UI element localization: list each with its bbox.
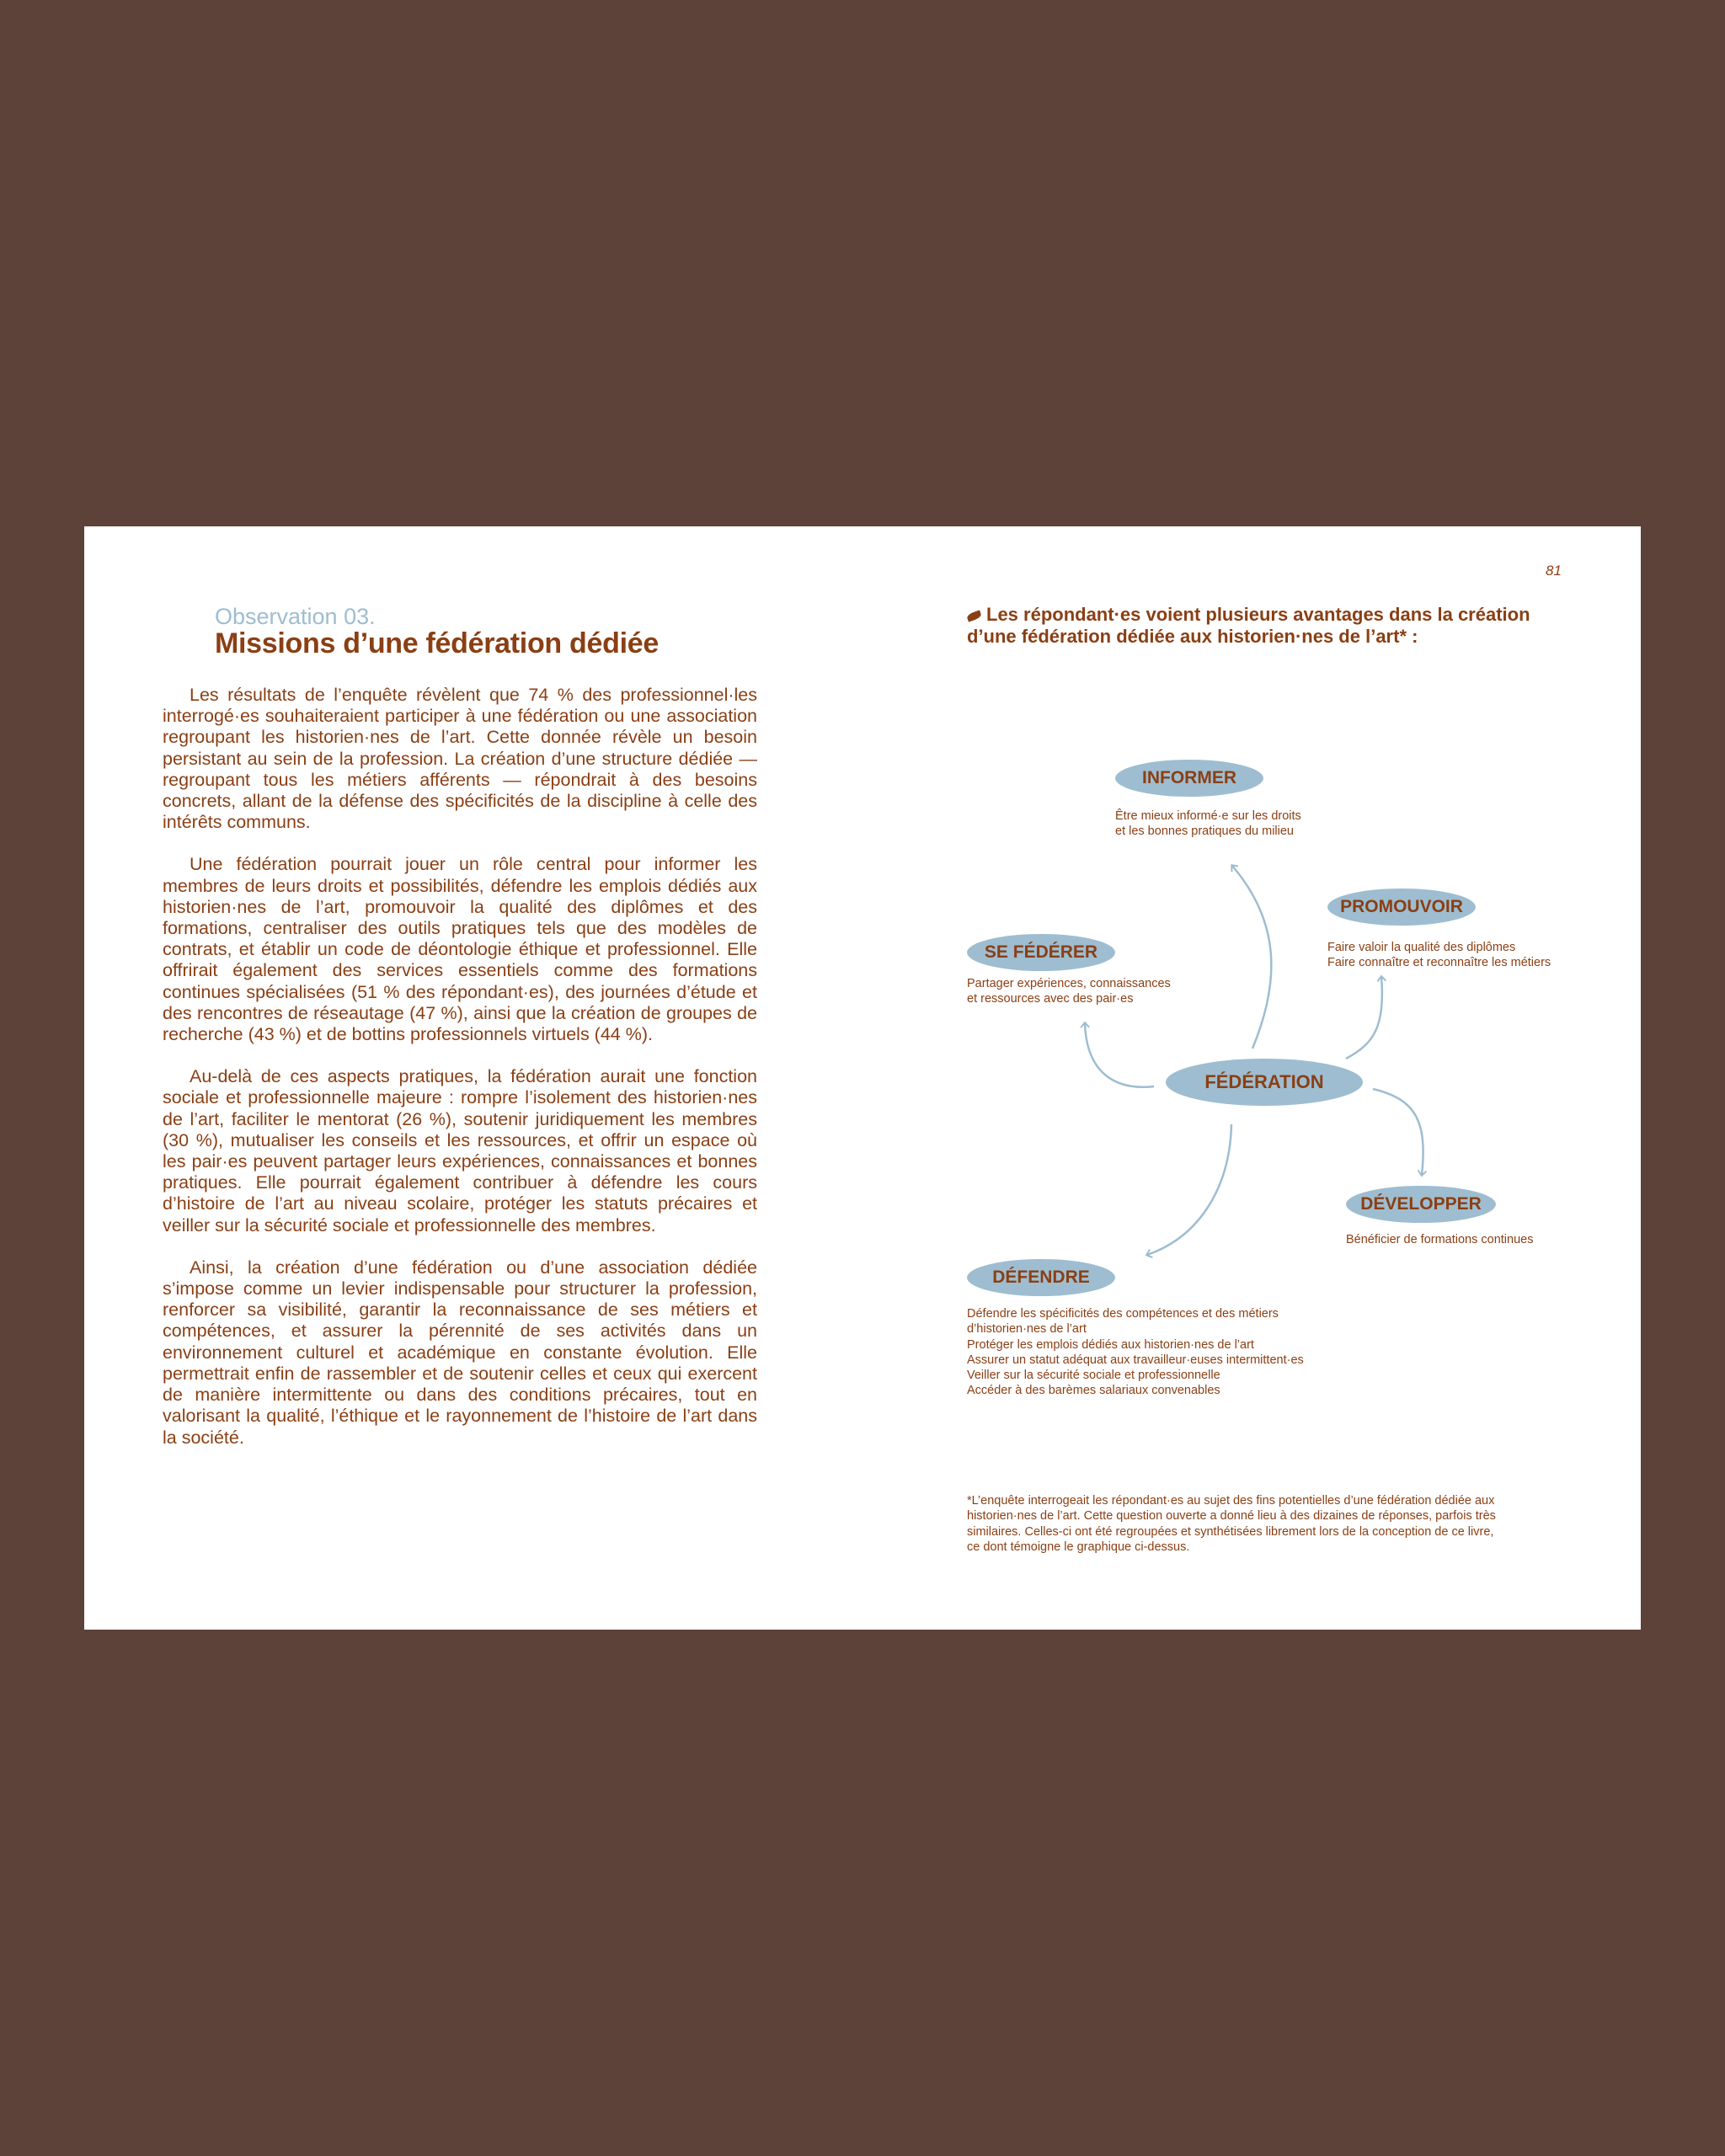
desc-line: Bénéficier de formations continues	[1346, 1233, 1534, 1246]
desc-line: Assurer un statut adéquat aux travailleur·euses intermittent·es	[967, 1353, 1304, 1367]
footnote	[967, 1493, 1548, 1555]
book-spread	[84, 526, 1641, 1630]
desc-line: d’historien·nes de l’art	[967, 1322, 1087, 1337]
observation-label: Observation 03.	[215, 604, 376, 629]
pill-se-federer: SE FÉDÉRER	[967, 934, 1115, 971]
arrow-to-developper	[1373, 1089, 1423, 1175]
pill-promouvoir: PROMOUVOIR	[1327, 889, 1476, 926]
promouvoir-description	[1327, 940, 1551, 971]
pill-defendre: DÉFENDRE	[967, 1259, 1115, 1296]
desc-line: Être mieux informé·e sur les droits	[1115, 809, 1301, 823]
defendre-description	[967, 1306, 1304, 1399]
desc-line: Veiller sur la sécurité sociale et professionnelle	[967, 1369, 1220, 1383]
desc-line: Accéder à des barèmes salariaux convenables	[967, 1384, 1220, 1398]
desc-line: Défendre les spécificités des compétences et des métiers	[967, 1307, 1279, 1321]
paragraph: Ainsi, la création d’une fédération ou d’une association dédiée s’impose comme un levier indispensable pour structurer la profession, renforcer sa visibilité, garantir la reconnaissance de ses métiers et compétences, et assurer la pérennité de ses activités dans un environnement culturel et académique en constante évolution. Elle permettrait enfin de rassembler et de soutenir celles et ceux qui exercent de manière intermittente ou dans des conditions précaires, tout en valorisant la qualité, l’éthique et le rayonnement de l’histoire de l’art dans la société.	[163, 1257, 757, 1448]
developper-description	[1346, 1232, 1533, 1247]
pill-informer: INFORMER	[1115, 760, 1263, 797]
desc-line: et ressources avec des pair·es	[967, 992, 1134, 1006]
footnote-line: ce dont témoigne le graphique ci-dessus.	[967, 1540, 1190, 1554]
desc-line: Protéger les emplois dédiés aux historien·nes de l’art	[967, 1337, 1254, 1352]
desc-line: Faire connaître et reconnaître les métiers	[1327, 956, 1551, 970]
se-federer-description	[967, 976, 1171, 1007]
body-text	[163, 685, 757, 1470]
paragraph: Une fédération pourrait jouer un rôle central pour informer les membres de leurs droits et possibilités, défendre les emplois dédiés aux historien·nes de l’art, promouvoir la qualité des diplômes et des formations, centraliser des outils pratiques tels que des modèles de contrats, et établir un code de déontologie éthique et professionnel. Elle offrirait également des services essentiels comme des formations continues spécialisées (51 % des répondant·es), des journées d’étude et des rencontres de réseautage (47 %), ainsi que la création de groupes de recherche (43 %) et de bottins professionnels virtuels (44 %).	[163, 854, 757, 1045]
desc-line: Faire valoir la qualité des diplômes	[1327, 941, 1516, 954]
paragraph: Au-delà de ces aspects pratiques, la fédération aurait une fonction sociale et professionnelle majeure : rompre l’isolement des historien·nes de l’art, faciliter le mentorat (26 %), soutenir juridiquement les membres (30 %), mutualiser les conseils et les ressources, et offrir un espace où les pair·es peuvent partager leurs expériences, connaissances et bonnes pratiques. Elle pourrait également contribuer à défendre les cours d’histoire de l’art au niveau scolaire, protéger les statuts précaires et veiller sur la sécurité sociale et professionnelle des membres.	[163, 1066, 757, 1235]
pill-federation: FÉDÉRATION	[1166, 1059, 1363, 1106]
footnote-line: similaires. Celles-ci ont été regroupées et synthétisées librement lors de la conception de ce livre,	[967, 1524, 1494, 1539]
arrow-to-promouvoir	[1346, 977, 1382, 1059]
paragraph: Les résultats de l’enquête révèlent que 74 % des professionnel·les interrogé·es souhaiteraient participer à une fédération ou une association regroupant les historien·nes de l’art. Cette donnée révèle un besoin persistant au sein de la profession. La création d’une structure dédiée — regroupant tous les métiers afférents — répondrait à des besoins concrets, allant de la défense des spécificités de la discipline à celle des intérêts communs.	[163, 685, 757, 833]
arrow-to-defendre	[1147, 1124, 1231, 1255]
pill-developper: DÉVELOPPER	[1346, 1186, 1496, 1223]
arrow-to-informer	[1232, 866, 1271, 1049]
desc-line: et les bonnes pratiques du milieu	[1115, 825, 1294, 839]
footnote-line: *L’enquête interrogeait les répondant·es au sujet des fins potentielles d’une fédération dédiée aux	[967, 1494, 1495, 1508]
diagram-heading	[967, 604, 1540, 648]
arrow-to-se-federer	[1085, 1023, 1154, 1087]
informer-description	[1115, 808, 1301, 840]
leaf-icon	[966, 610, 982, 622]
footnote-line: historien·nes de l’art. Cette question ouverte a donné lieu à des dizaines de réponses, parfois très	[967, 1509, 1496, 1524]
section-title: Missions d’une fédération dédiée	[215, 627, 659, 659]
desc-line: Partager expériences, connaissances	[967, 977, 1171, 990]
diagram-heading-text: Les répondant·es voient plusieurs avantages dans la création d’une fédération dédiée aux historien·nes de l’art* :	[967, 604, 1530, 647]
page-number: 81	[1546, 563, 1562, 579]
